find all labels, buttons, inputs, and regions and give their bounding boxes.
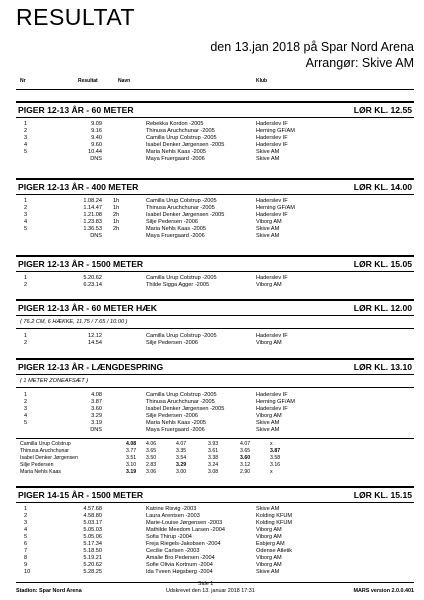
result-result: DNS bbox=[90, 233, 102, 239]
result-result: 1.08.24 bbox=[83, 198, 102, 204]
result-row bbox=[0, 121, 424, 128]
attempt-value: 3.19 bbox=[126, 469, 137, 475]
section-title: PIGER 14-15 ÅR - 1500 METER bbox=[18, 490, 144, 500]
attempts-athlete: Maria Nehls Kaas bbox=[20, 469, 61, 475]
result-place: 2 bbox=[24, 205, 28, 211]
result-row bbox=[0, 340, 424, 347]
footer-version: MARS version 2.0.0.401 bbox=[353, 588, 414, 594]
attempt-value: 3.61 bbox=[208, 448, 219, 454]
attempt-value: x bbox=[270, 469, 273, 475]
section-start-time: LØR KL. 15.15 bbox=[353, 490, 412, 500]
attempt-value: 3.12 bbox=[240, 462, 251, 468]
attempt-value: x bbox=[270, 441, 273, 447]
attempts-athlete: Camilla Urup Colstrup bbox=[20, 441, 71, 447]
result-place: 9 bbox=[24, 562, 28, 568]
result-place: 1 bbox=[24, 333, 28, 339]
result-place: 2 bbox=[24, 399, 28, 405]
footer bbox=[16, 582, 414, 594]
attempt-value: 3.60 bbox=[240, 455, 251, 461]
result-place: 1 bbox=[24, 392, 28, 398]
result-row bbox=[0, 142, 424, 149]
result-club: Haderslev IF bbox=[256, 142, 288, 148]
result-result: 4.58.80 bbox=[83, 513, 102, 519]
result-row bbox=[0, 506, 424, 513]
note-rule bbox=[16, 328, 414, 329]
result-place: 7 bbox=[24, 548, 28, 554]
result-athlete-name: Thilde Sigga Agger -2005 bbox=[146, 282, 210, 288]
attempt-value: 4.06 bbox=[146, 441, 157, 447]
result-place: 5 bbox=[24, 420, 28, 426]
attempt-value: 3.10 bbox=[126, 462, 137, 468]
column-header-nr: Nr bbox=[20, 78, 26, 84]
result-place: 2 bbox=[24, 340, 28, 346]
result-result: 3.29 bbox=[91, 413, 102, 419]
section-note: ( 1 METER ZONEAFSÆT ) bbox=[20, 378, 89, 384]
result-club: Skive AM bbox=[256, 233, 280, 239]
result-row bbox=[0, 128, 424, 135]
section-bottom-rule bbox=[16, 194, 414, 195]
result-athlete-name: Silje Pedersen -2006 bbox=[146, 340, 198, 346]
result-athlete-name: Katrine Risvig -2003 bbox=[146, 506, 197, 512]
attempts-rule bbox=[16, 438, 414, 439]
event-organizer: Arrangør: Skive AM bbox=[305, 56, 414, 70]
section-top-rule bbox=[16, 299, 414, 301]
result-row bbox=[0, 333, 424, 340]
result-heat: 2h bbox=[113, 226, 120, 232]
result-athlete-name: Camilla Urup Colstrup -2005 bbox=[146, 333, 217, 339]
result-result: 5.20.62 bbox=[83, 275, 102, 281]
result-place: 1 bbox=[24, 506, 28, 512]
result-result: 5.19.21 bbox=[83, 555, 102, 561]
section-top-rule bbox=[16, 255, 414, 257]
result-athlete-name: Sofie Olivia Kortnum -2004 bbox=[146, 562, 213, 568]
result-place: 1 bbox=[24, 121, 28, 127]
attempts-row bbox=[0, 469, 424, 476]
result-place: 6 bbox=[24, 541, 28, 547]
result-result: 4.57.68 bbox=[83, 506, 102, 512]
result-row bbox=[0, 226, 424, 233]
section-bottom-rule bbox=[16, 374, 414, 375]
result-athlete-name: Isabel Denker Jørgensen -2005 bbox=[146, 406, 225, 412]
result-row bbox=[0, 149, 424, 156]
result-place: 8 bbox=[24, 555, 28, 561]
result-club: Skive AM bbox=[256, 506, 280, 512]
result-row bbox=[0, 156, 424, 163]
section-start-time: LØR KL. 12.00 bbox=[353, 303, 412, 313]
attempts-row bbox=[0, 455, 424, 462]
result-result: 5.03.17 bbox=[83, 520, 102, 526]
section-bottom-rule bbox=[16, 315, 414, 316]
result-athlete-name: Laura Arentsen -2003 bbox=[146, 513, 200, 519]
result-row bbox=[0, 233, 424, 240]
section-title: PIGER 12-13 ÅR - 60 METER HÆK bbox=[18, 303, 157, 313]
section-start-time: LØR KL. 12.55 bbox=[353, 105, 412, 115]
attempt-value: 3.51 bbox=[126, 455, 137, 461]
result-row bbox=[0, 548, 424, 555]
section-top-rule bbox=[16, 178, 414, 180]
result-result: 5.05.03 bbox=[83, 527, 102, 533]
attempt-value: 3.87 bbox=[270, 448, 281, 454]
result-result: 3.60 bbox=[91, 406, 102, 412]
result-club: Skive AM bbox=[256, 569, 280, 575]
result-row bbox=[0, 534, 424, 541]
result-row bbox=[0, 275, 424, 282]
attempt-value: 3.06 bbox=[146, 469, 157, 475]
result-place: 2 bbox=[24, 513, 28, 519]
attempt-value: 2.90 bbox=[240, 469, 251, 475]
result-athlete-name: Silje Pedersen -2006 bbox=[146, 219, 198, 225]
result-place: 3 bbox=[24, 212, 28, 218]
result-club: Esbjerg AM bbox=[256, 541, 285, 547]
result-row bbox=[0, 392, 424, 399]
result-club: Odense Atletik bbox=[256, 548, 293, 554]
result-row bbox=[0, 527, 424, 534]
attempt-value: 2.83 bbox=[146, 462, 157, 468]
result-club: Haderslev IF bbox=[256, 121, 288, 127]
result-athlete-name: Thinusa Aruchchunar -2005 bbox=[146, 205, 215, 211]
attempt-value: 3.65 bbox=[146, 448, 157, 454]
section-top-rule bbox=[16, 358, 414, 360]
result-athlete-name: Maya Fruergaard -2006 bbox=[146, 156, 205, 162]
result-athlete-name: Rebekka Kordon -2005 bbox=[146, 121, 204, 127]
result-athlete-name: Isabel Denker Jørgensen -2005 bbox=[146, 142, 225, 148]
result-result: 10.44 bbox=[88, 149, 102, 155]
attempt-value: 3.29 bbox=[176, 462, 187, 468]
result-result: 5.28.25 bbox=[83, 569, 102, 575]
result-club: Haderslev IF bbox=[256, 135, 288, 141]
result-athlete-name: Silje Pedersen -2006 bbox=[146, 413, 198, 419]
result-result: 14.54 bbox=[88, 340, 102, 346]
footer-printed-date: Udskrevet den 13. januar 2018 17:31 bbox=[166, 588, 255, 594]
result-club: Viborg AM bbox=[256, 555, 282, 561]
attempts-athlete: Thinusa Aruchchunar bbox=[20, 448, 70, 454]
result-row bbox=[0, 555, 424, 562]
attempts-row bbox=[0, 448, 424, 455]
page-title: RESULTAT bbox=[16, 4, 136, 30]
attempt-value: 3.58 bbox=[270, 455, 281, 461]
result-row bbox=[0, 562, 424, 569]
result-athlete-name: Maya Fruergaard -2006 bbox=[146, 233, 205, 239]
result-place: 2 bbox=[24, 282, 28, 288]
section-top-rule bbox=[16, 101, 414, 103]
result-club: Haderslev IF bbox=[256, 392, 288, 398]
result-place: 10 bbox=[24, 569, 31, 575]
result-athlete-name: Camilla Urup Colstrup -2005 bbox=[146, 392, 217, 398]
result-athlete-name: Thinusa Aruchchunar -2005 bbox=[146, 128, 215, 134]
attempt-value: 3.77 bbox=[126, 448, 137, 454]
result-place: 3 bbox=[24, 520, 28, 526]
result-heat: 1h bbox=[113, 205, 120, 211]
result-club: Herning GF/AM bbox=[256, 399, 295, 405]
column-headers bbox=[0, 76, 424, 88]
result-heat: 2h bbox=[113, 212, 120, 218]
result-result: 1.14.47 bbox=[83, 205, 102, 211]
result-club: Herning GF/AM bbox=[256, 128, 295, 134]
result-result: 9.16 bbox=[91, 128, 102, 134]
footer-stadium: Stadion: Spar Nord Arena bbox=[16, 588, 82, 594]
section-bottom-rule bbox=[16, 502, 414, 503]
result-place: 5 bbox=[24, 149, 28, 155]
result-row bbox=[0, 420, 424, 427]
section-start-time: LØR KL. 15.05 bbox=[353, 259, 412, 269]
result-club: Haderslev IF bbox=[256, 212, 288, 218]
result-club: Skive AM bbox=[256, 149, 280, 155]
result-result: 5.05.06 bbox=[83, 534, 102, 540]
section-title: PIGER 12-13 ÅR - LÆNGDESPRING bbox=[18, 362, 164, 372]
result-club: Skive AM bbox=[256, 226, 280, 232]
result-place: 5 bbox=[24, 226, 28, 232]
result-result: 5.17.34 bbox=[83, 541, 102, 547]
result-athlete-name: Maria Nehls Kaas -2005 bbox=[146, 226, 207, 232]
result-result: DNS bbox=[90, 427, 102, 433]
result-club: Haderslev IF bbox=[256, 198, 288, 204]
result-row bbox=[0, 413, 424, 420]
result-club: Haderslev IF bbox=[256, 333, 288, 339]
result-result: 6.23.14 bbox=[83, 282, 102, 288]
result-result: 3.19 bbox=[91, 420, 102, 426]
result-result: 1.36.53 bbox=[83, 226, 102, 232]
attempt-value: 3.38 bbox=[208, 455, 219, 461]
section-bottom-rule bbox=[16, 271, 414, 272]
result-row bbox=[0, 135, 424, 142]
result-result: 5.18.50 bbox=[83, 548, 102, 554]
result-result: 3.87 bbox=[91, 399, 102, 405]
result-row bbox=[0, 399, 424, 406]
attempt-value: 3.00 bbox=[176, 469, 187, 475]
header-divider bbox=[16, 89, 414, 90]
result-athlete-name: Freja Riegels-Jakobsen -2004 bbox=[146, 541, 221, 547]
result-row bbox=[0, 198, 424, 205]
result-place: 2 bbox=[24, 128, 28, 134]
result-club: Skive AM bbox=[256, 420, 280, 426]
column-header-name: Navn bbox=[118, 78, 131, 84]
result-row bbox=[0, 541, 424, 548]
result-place: 3 bbox=[24, 135, 28, 141]
attempt-value: 3.50 bbox=[146, 455, 157, 461]
result-result: 4.08 bbox=[91, 392, 102, 398]
attempt-value: 3.08 bbox=[208, 469, 219, 475]
result-club: Kolding KFUM bbox=[256, 513, 293, 519]
result-athlete-name: Camilla Urup Colstrup -2005 bbox=[146, 135, 217, 141]
result-row bbox=[0, 205, 424, 212]
result-club: Viborg AM bbox=[256, 562, 282, 568]
result-result: 9.40 bbox=[91, 135, 102, 141]
event-date-venue: den 13.jan 2018 på Spar Nord Arena bbox=[210, 40, 414, 54]
result-row bbox=[0, 282, 424, 289]
section-title: PIGER 12-13 ÅR - 60 METER bbox=[18, 105, 134, 115]
result-result: DNS bbox=[90, 156, 102, 162]
result-club: Kolding KFUM bbox=[256, 520, 293, 526]
attempts-athlete: Silje Pedersen bbox=[20, 462, 54, 468]
result-place: 4 bbox=[24, 413, 28, 419]
result-row bbox=[0, 513, 424, 520]
attempt-value: 3.54 bbox=[176, 455, 187, 461]
attempts-athlete: Isabel Denker Jørgensen bbox=[20, 455, 78, 461]
result-athlete-name: Ida Tveen Høgsberg -2004 bbox=[146, 569, 213, 575]
result-heat: 1h bbox=[113, 198, 120, 204]
section-note: ( 76.2 CM, 6 HÆKKE, 11.75 / 7.65 / 10.00 ) bbox=[20, 319, 128, 325]
attempt-value: 4.08 bbox=[126, 441, 137, 447]
section-top-rule bbox=[16, 486, 414, 488]
result-place: 4 bbox=[24, 142, 28, 148]
result-place: 1 bbox=[24, 275, 28, 281]
result-club: Viborg AM bbox=[256, 219, 282, 225]
result-athlete-name: Mathilde Meedom Larsen -2004 bbox=[146, 527, 225, 533]
attempts-row bbox=[0, 462, 424, 469]
result-athlete-name: Thinusa Aruchchunar -2005 bbox=[146, 399, 215, 405]
result-athlete-name: Marie-Louise Jørgensen -2003 bbox=[146, 520, 223, 526]
result-athlete-name: Maria Nehls Kaas -2005 bbox=[146, 149, 207, 155]
result-row bbox=[0, 219, 424, 226]
result-club: Haderslev IF bbox=[256, 275, 288, 281]
result-result: 12.12 bbox=[88, 333, 102, 339]
result-club: Haderslev IF bbox=[256, 406, 288, 412]
result-row bbox=[0, 427, 424, 434]
section-bottom-rule bbox=[16, 117, 414, 118]
result-athlete-name: Isabel Denker Jørgensen -2005 bbox=[146, 212, 225, 218]
note-rule bbox=[16, 387, 414, 388]
result-club: Viborg AM bbox=[256, 340, 282, 346]
result-place: 4 bbox=[24, 527, 28, 533]
result-place: 1 bbox=[24, 198, 28, 204]
result-result: 1.21.08 bbox=[83, 212, 102, 218]
result-club: Viborg AM bbox=[256, 534, 282, 540]
result-athlete-name: Maria Nehls Kaas -2005 bbox=[146, 420, 207, 426]
result-row bbox=[0, 212, 424, 219]
attempt-value: 4.07 bbox=[240, 441, 251, 447]
result-club: Viborg AM bbox=[256, 413, 282, 419]
result-club: Herning GF/AM bbox=[256, 205, 295, 211]
result-club: Skive AM bbox=[256, 156, 280, 162]
result-result: 9.09 bbox=[91, 121, 102, 127]
result-athlete-name: Maya Fruergaard -2006 bbox=[146, 427, 205, 433]
result-athlete-name: Camilla Urup Colstrup -2005 bbox=[146, 198, 217, 204]
result-athlete-name: Amalie Bro Pedersen -2004 bbox=[146, 555, 215, 561]
result-place: 5 bbox=[24, 534, 28, 540]
result-row bbox=[0, 520, 424, 527]
result-place: 3 bbox=[24, 406, 28, 412]
result-athlete-name: Cecilie Carlsen -2003 bbox=[146, 548, 200, 554]
result-club: Viborg AM bbox=[256, 282, 282, 288]
result-result: 1.23.83 bbox=[83, 219, 102, 225]
result-athlete-name: Sofia Thirup -2004 bbox=[146, 534, 192, 540]
result-row bbox=[0, 569, 424, 576]
attempt-value: 3.24 bbox=[208, 462, 219, 468]
attempt-value: 4.07 bbox=[176, 441, 187, 447]
section-title: PIGER 12-13 ÅR - 1500 METER bbox=[18, 259, 144, 269]
result-club: Skive AM bbox=[256, 427, 280, 433]
attempt-value: 3.16 bbox=[270, 462, 281, 468]
attempt-value: 3.35 bbox=[176, 448, 187, 454]
section-start-time: LØR KL. 13.10 bbox=[353, 362, 412, 372]
result-club: Viborg AM bbox=[256, 527, 282, 533]
column-header-club: Klub bbox=[256, 78, 268, 84]
attempt-value: 3.93 bbox=[208, 441, 219, 447]
section-start-time: LØR KL. 14.00 bbox=[353, 182, 412, 192]
footer-page-number: Side 1 bbox=[198, 581, 214, 587]
section-title: PIGER 12-13 ÅR - 400 METER bbox=[18, 182, 139, 192]
attempt-value: 3.65 bbox=[240, 448, 251, 454]
result-row bbox=[0, 406, 424, 413]
column-header-result: Resultat bbox=[78, 78, 98, 84]
attempts-row bbox=[0, 441, 424, 448]
result-result: 9.60 bbox=[91, 142, 102, 148]
result-athlete-name: Camilla Urup Colstrup -2005 bbox=[146, 275, 217, 281]
result-place: 4 bbox=[24, 219, 28, 225]
result-heat: 1h bbox=[113, 219, 120, 225]
result-result: 5.20.62 bbox=[83, 562, 102, 568]
